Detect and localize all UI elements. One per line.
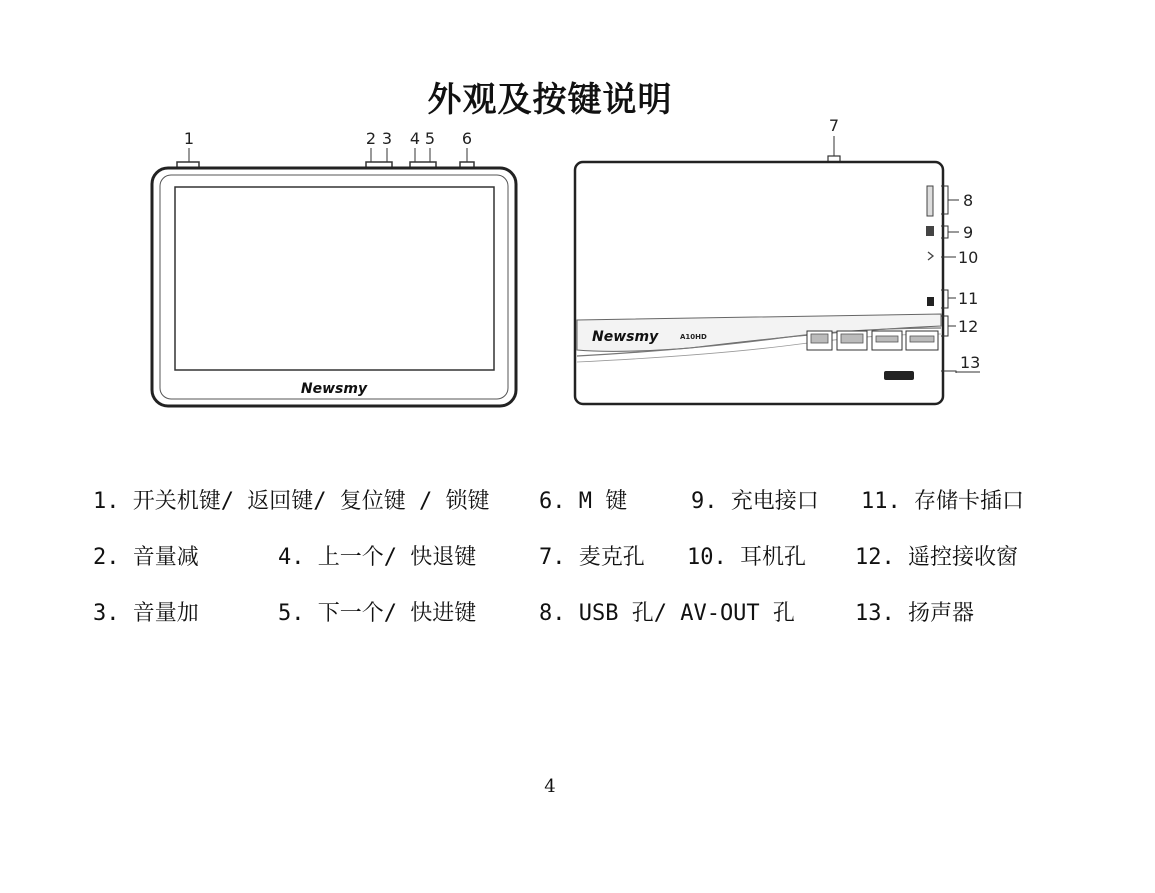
callout-13: 13 <box>960 353 981 372</box>
legend-item: 8. USB 孔/ AV-OUT 孔 <box>539 601 795 626</box>
usb-av-port-illustration <box>927 186 933 216</box>
legend-item: 5. 下一个/ 快进键 <box>278 601 477 626</box>
legend-item: 1. 开关机键/ 返回键/ 复位键 / 锁键 <box>93 489 490 514</box>
callout-2: 2 <box>365 129 377 148</box>
legend-item: 7. 麦克孔 <box>539 545 645 570</box>
callout-4: 4 <box>409 129 421 148</box>
legend-item: 3. 音量加 <box>93 601 199 626</box>
front-device <box>152 129 516 406</box>
legend-item: 9. 充电接口 <box>691 489 819 514</box>
legend-item: 10. 耳机孔 <box>687 545 806 570</box>
callout-8: 8 <box>963 191 974 210</box>
legend-row <box>93 596 1093 652</box>
front-screen <box>175 187 494 370</box>
back-device <box>575 116 980 404</box>
callout-11: 11 <box>958 289 979 308</box>
front-brand-logo: Newsmy <box>300 381 368 397</box>
legend-row <box>93 484 1093 540</box>
callout-6: 6 <box>461 129 473 148</box>
charge-port-illustration <box>926 226 934 236</box>
back-body <box>575 162 943 404</box>
callout-5: 5 <box>424 129 436 148</box>
callout-7: 7 <box>828 116 840 135</box>
legend-row <box>93 540 1093 596</box>
card-slot-illustration <box>927 297 934 306</box>
legend-item: 11. 存储卡插口 <box>861 489 1024 514</box>
button-legend <box>93 484 1093 652</box>
model-label: A10HD <box>680 333 707 341</box>
page-title: 外观及按键说明 <box>427 80 673 120</box>
callout-3: 3 <box>381 129 393 148</box>
callout-9: 9 <box>963 223 974 242</box>
legend-item: 6. M 键 <box>539 489 628 514</box>
legend-item: 4. 上一个/ 快退键 <box>278 545 477 570</box>
legend-item: 12. 遥控接收窗 <box>855 545 1018 570</box>
back-brand-logo: Newsmy <box>592 329 659 345</box>
page-number: 4 <box>544 776 556 797</box>
legend-item: 2. 音量减 <box>93 545 199 570</box>
callout-10: 10 <box>958 248 979 267</box>
callout-1: 1 <box>183 129 195 148</box>
callout-12: 12 <box>958 317 979 336</box>
legend-item: 13. 扬声器 <box>855 601 974 626</box>
speaker-grille-illustration <box>884 371 914 380</box>
